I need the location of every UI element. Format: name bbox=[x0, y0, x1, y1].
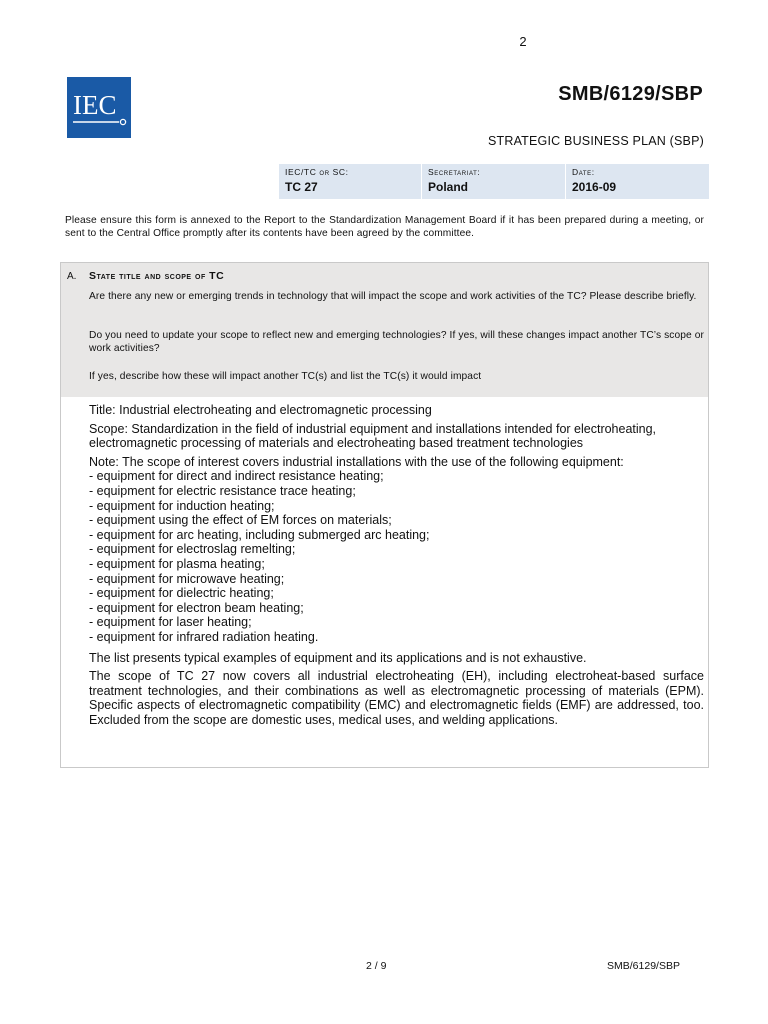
list-item: - equipment for dielectric heating; bbox=[89, 586, 274, 601]
list-item: - equipment for plasma heating; bbox=[89, 556, 265, 571]
list-item: - equipment for arc heating, including submerged arc heating; bbox=[89, 527, 430, 542]
section-a bbox=[60, 262, 709, 768]
tc-value: TC 27 bbox=[285, 180, 318, 194]
iec-logo bbox=[67, 77, 131, 138]
list-item: - equipment for electric resistance trace heating; bbox=[89, 483, 356, 498]
list-item: - equipment for induction heating; bbox=[89, 498, 275, 513]
scope-line: Scope: Standardization in the field of industrial equipment and installations intended for electroheating, electromagnetic processing of materials and electroheating based treatment technologies bbox=[89, 421, 657, 451]
question-1: Are there any new or emerging trends in technology that will impact the scope and work activities of the TC? Please describe briefly. bbox=[89, 291, 697, 302]
secretariat-label: Secretariat: bbox=[428, 167, 481, 177]
list-item: - equipment using the effect of EM forces on materials; bbox=[89, 513, 392, 528]
section-letter: A. bbox=[67, 271, 77, 282]
list-item: - equipment for microwave heating; bbox=[89, 571, 285, 586]
scope-coverage-paragraph: The scope of TC 27 now covers all industrial electroheating (EH), including electroheat-based surface treatment technologies, and their combinations as well as electromagnetic processing of materials (EPM). Specific aspects of electromagnetic compatibility (EMC) and electromagnetic fields (EMF) are addressed, too. Excluded from the scope are domestic uses, medical uses, and welding applications. bbox=[89, 669, 704, 727]
info-table bbox=[278, 163, 710, 200]
secretariat-value: Poland bbox=[428, 180, 469, 194]
date-cell bbox=[566, 164, 710, 200]
list-item: - equipment for infrared radiation heating. bbox=[89, 629, 319, 644]
section-a-body bbox=[89, 403, 704, 730]
section-a-header bbox=[61, 263, 708, 397]
page-number-top: 2 bbox=[519, 34, 527, 49]
section-title: State title and scope of TC bbox=[89, 270, 225, 282]
date-label: Date: bbox=[572, 167, 595, 177]
equipment-list bbox=[89, 469, 704, 644]
list-note: The list presents typical examples of equipment and its applications and is not exhaustive. bbox=[89, 650, 587, 665]
document-id: SMB/6129/SBP bbox=[558, 83, 703, 105]
footer-page-number: 2 / 9 bbox=[366, 960, 387, 972]
plan-title: STRATEGIC BUSINESS PLAN (SBP) bbox=[487, 134, 704, 148]
list-item: - equipment for electroslag remelting; bbox=[89, 542, 296, 557]
note-intro: Note: The scope of interest covers industrial installations with the use of the following equipment: bbox=[89, 454, 624, 469]
list-item: - equipment for direct and indirect resistance heating; bbox=[89, 469, 384, 484]
tc-cell bbox=[279, 164, 422, 200]
logo-text: IEC bbox=[73, 90, 117, 120]
footer-document-id: SMB/6129/SBP bbox=[607, 960, 680, 972]
instruction-text: Please ensure this form is annexed to the Report to the Standardization Management Board if it has been prepared during a meeting, or sent to the Central Office promptly after its contents have been agreed by the committee. bbox=[65, 215, 704, 239]
tc-label: IEC/TC or SC: bbox=[285, 167, 349, 177]
question-3: If yes, describe how these will impact another TC(s) and list the TC(s) it would impact bbox=[89, 371, 482, 382]
date-value: 2016-09 bbox=[572, 180, 617, 194]
secretariat-cell bbox=[422, 164, 566, 200]
list-item: - equipment for electron beam heating; bbox=[89, 600, 304, 615]
list-item: - equipment for laser heating; bbox=[89, 615, 252, 630]
question-2: Do you need to update your scope to reflect new and emerging technologies? If yes, will these changes impact another TC’s scope or work activities? bbox=[89, 330, 704, 354]
tc-title-line: Title: Industrial electroheating and electromagnetic processing bbox=[89, 403, 432, 417]
